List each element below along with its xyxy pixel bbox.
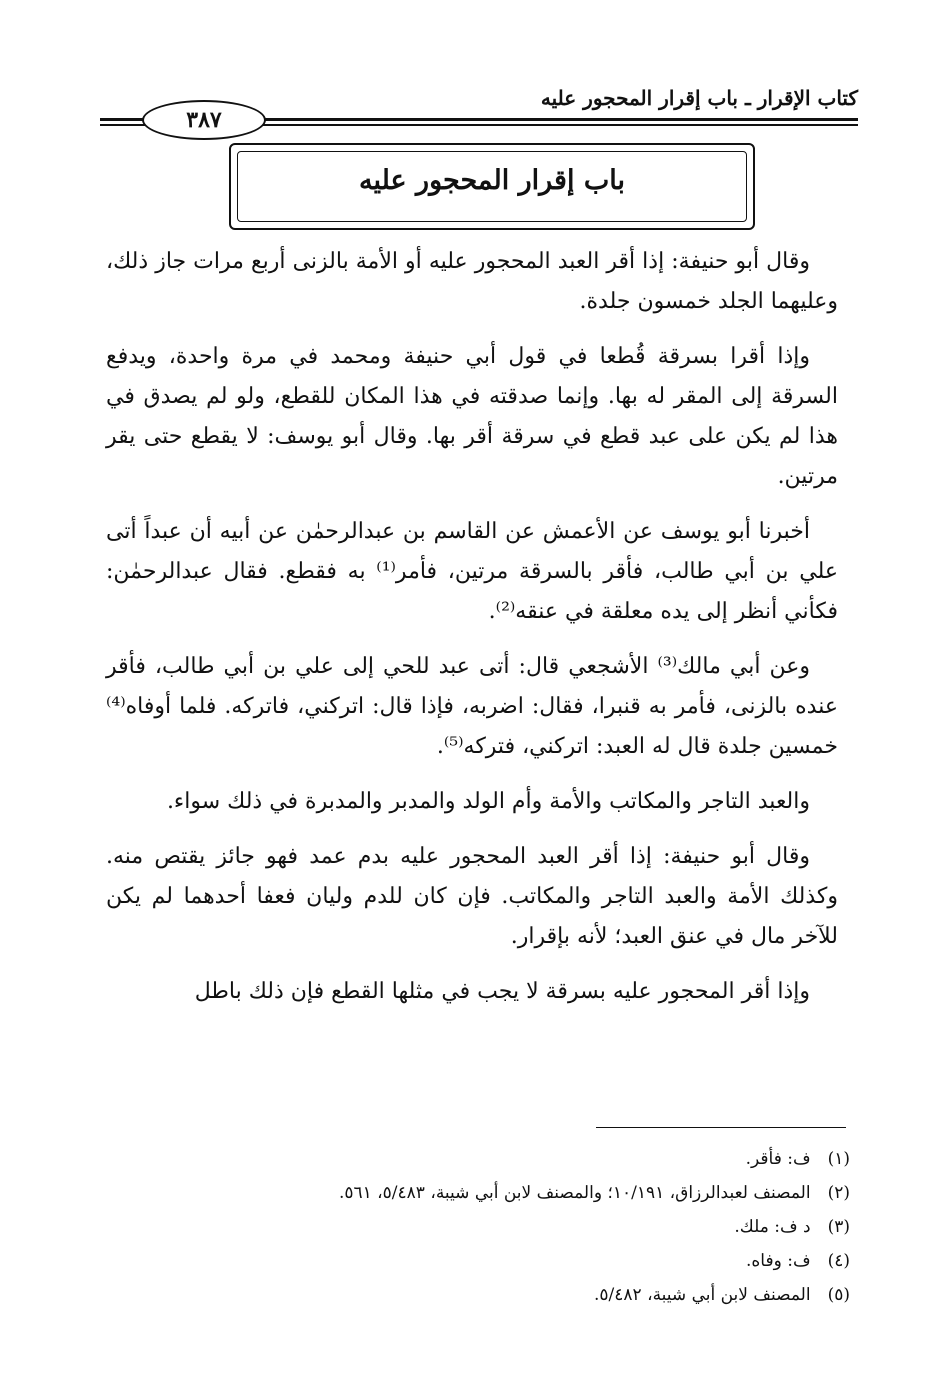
- footnote-text: د ف: ملك.: [734, 1217, 811, 1237]
- running-header: [100, 82, 858, 132]
- footnote-number: (٤): [827, 1251, 850, 1271]
- footnote-number: (٥): [827, 1285, 850, 1305]
- footnote-number: (٢): [827, 1183, 850, 1203]
- chapter-title: باب إقرار المحجور عليه: [358, 165, 626, 196]
- page-number: ٣٨٧: [142, 100, 266, 140]
- footnote-separator: [596, 1127, 846, 1128]
- chapter-title-frame: [229, 143, 755, 230]
- footnotes: [100, 1142, 850, 1312]
- paragraph: والعبد التاجر والمكاتب والأمة وأم الولد والمدبر والمدبرة في ذلك سواء.: [166, 789, 810, 814]
- footnote-text: المصنف لعبدالرزاق، ١٠/١٩١؛ والمصنف لابن أبي شيبة، ٥/٤٨٣، ٥٦١.: [338, 1183, 811, 1203]
- footnote-number: (١): [827, 1149, 850, 1169]
- footnote: [100, 1210, 850, 1244]
- footnote: [100, 1142, 850, 1176]
- footnote: [100, 1278, 850, 1312]
- paragraph: وقال أبو حنيفة: إذا أقر العبد المحجور عليه بدم عمد فهو جائز يقتص منه. وكذلك الأمة والعبد التاجر والمكاتب. فإن كان للدم وليان فعفا أحدهما لم يكن للآخر مال في عنق العبد؛ لأنه بإقرار.: [106, 844, 838, 949]
- footnote: [100, 1176, 850, 1210]
- paragraph: وإذا أقر المحجور عليه بسرقة لا يجب في مثلها القطع فإن ذلك باطل: [194, 979, 810, 1004]
- footnote: [100, 1244, 850, 1278]
- running-title: كتاب الإقرار ـ باب إقرار المحجور عليه: [540, 86, 858, 110]
- paragraph: وإذا أقرا بسرقة قُطعا في قول أبي حنيفة ومحمد في مرة واحدة، ويدفع السرقة إلى المقر له بها. وإنما صدقته في هذا المكان للقطع، ولو لم يصدق في هذا لم يكن على عبد قطع في سرقة أقر بها. وقال أبو يوسف: لا يقطع حتى يقر مرتين.: [106, 344, 838, 489]
- main-text: [106, 242, 838, 1027]
- paragraph: أخبرنا أبو يوسف عن الأعمش عن القاسم بن عبدالرحمٰن عن أبيه أن عبداً أتى علي بن أبي طالب، فأقر بالسرقة مرتين، فأمر⁽¹⁾ به فقطع. فقال عبدالرحمٰن: فكأني أنظر إلى يده معلقة في عنقه⁽²⁾.: [106, 519, 838, 624]
- footnote-text: المصنف لابن أبي شيبة، ٥/٤٨٢.: [594, 1285, 811, 1305]
- footnote-text: ف: وفاه.: [746, 1251, 811, 1271]
- footnote-text: ف: فأقر.: [745, 1149, 811, 1169]
- paragraph: وقال أبو حنيفة: إذا أقر العبد المحجور عليه أو الأمة بالزنى أربع مرات جاز ذلك، وعليهما الجلد خمسون جلدة.: [106, 249, 838, 314]
- paragraph: وعن أبي مالك⁽³⁾ الأشجعي قال: أتى عبد للحي إلى علي بن أبي طالب، فأقر عنده بالزنى، فأمر به قنبرا، فقال: اضربه، فإذا قال: اتركني، فاتركه. فلما أوفاه⁽⁴⁾ خمسين جلدة قال له العبد: اتركني، فتركه⁽⁵⁾.: [106, 654, 838, 759]
- footnote-number: (٣): [827, 1217, 850, 1237]
